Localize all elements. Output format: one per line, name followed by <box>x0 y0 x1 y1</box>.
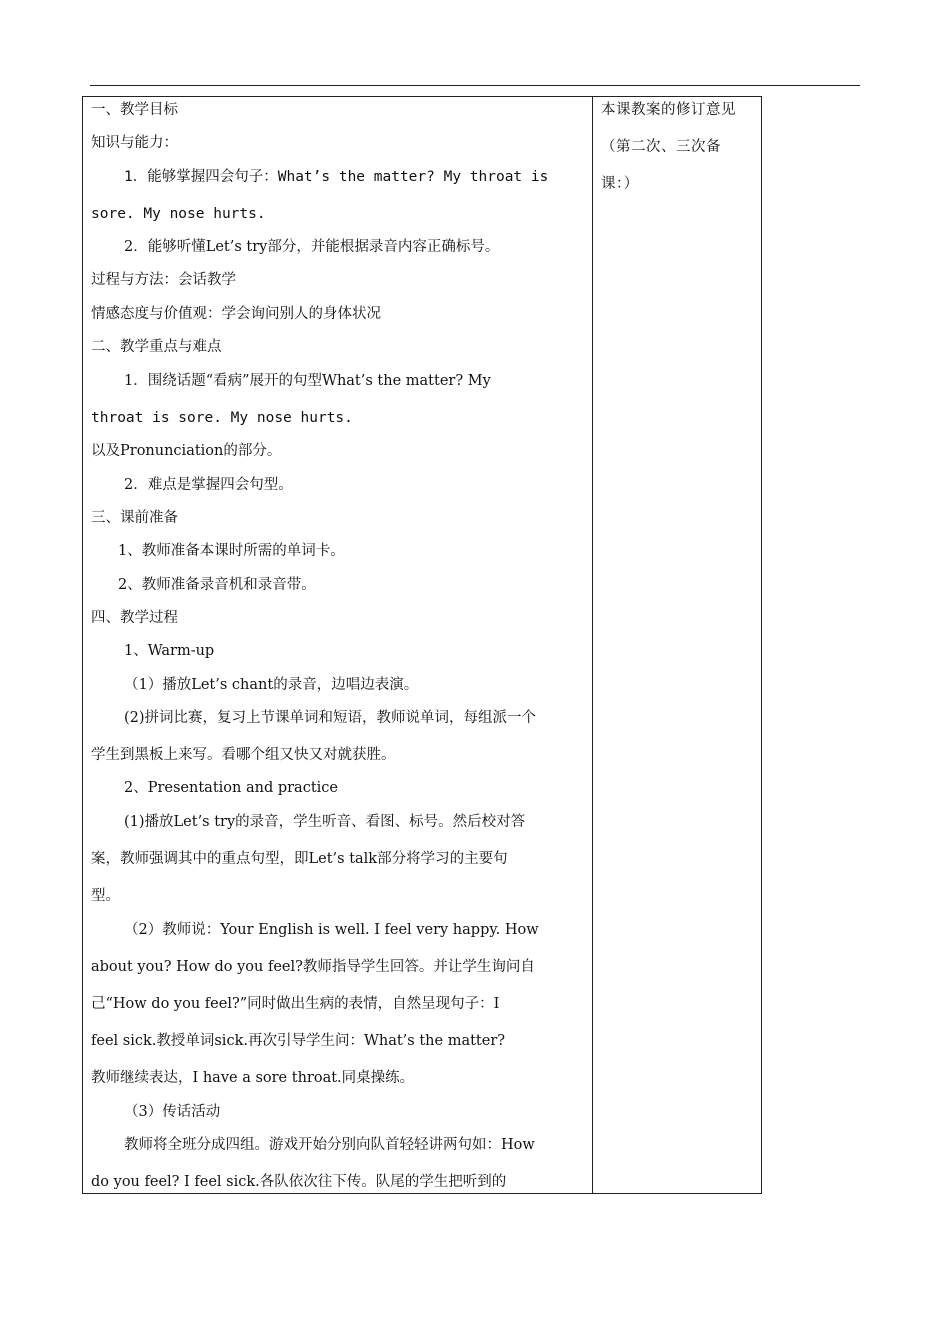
revision-notes-line: （第二次、三次备 <box>601 139 721 155</box>
text-line: 己“How do you feel?”同时做出生病的表情，自然呈现句子：I <box>91 996 500 1012</box>
text-line: 型。 <box>91 888 120 904</box>
text-line: throat is sore. My nose hurts. <box>91 410 353 426</box>
section-heading-objectives: 一、教学目标 <box>91 102 178 118</box>
text-line: 案，教师强调其中的重点句型，即Let’s talk部分将学习的主要句 <box>91 851 508 867</box>
text-line: (2)拼词比赛，复习上节课单词和短语，教师说单词，每组派一个 <box>124 710 537 726</box>
text-line: 1．能够掌握四会句子：What’s the matter? My throat is <box>124 169 549 185</box>
text-line: 1．围绕话题“看病”展开的句型What’s the matter? My <box>124 373 491 389</box>
text-line: 1、Warm-up <box>124 643 215 659</box>
revision-notes-line: 课：） <box>601 176 639 192</box>
section-heading-key-points: 二、教学重点与难点 <box>91 339 222 355</box>
section-heading-process: 四、教学过程 <box>91 610 178 626</box>
text-line: (1)播放Let’s try的录音，学生听音、看图、标号。然后校对答 <box>124 814 526 830</box>
text-line: 2、Presentation and practice <box>124 780 338 796</box>
text-line: 学生到黑板上来写。看哪个组又快又对就获胜。 <box>91 747 396 763</box>
subheading-knowledge: 知识与能力： <box>91 135 178 151</box>
text-line: （1）播放Let’s chant的录音，边唱边表演。 <box>124 677 419 693</box>
text-line: 2、教师准备录音机和录音带。 <box>118 577 316 593</box>
text-line: 情感态度与价值观：学会询问别人的身体状况 <box>91 306 381 322</box>
text-line: 教师将全班分成四组。游戏开始分别向队首轻轻讲两句如：How <box>124 1137 535 1153</box>
text-line: feel sick.教授单词sick.再次引导学生问：What’s the matter? <box>91 1033 506 1049</box>
text-line: （3）传话活动 <box>124 1104 221 1120</box>
text-line: 过程与方法：会话教学 <box>91 272 236 288</box>
text-line: 以及Pronunciation的部分。 <box>91 443 282 459</box>
text-line: sore. My nose hurts. <box>91 206 266 222</box>
column-divider <box>592 96 593 1194</box>
text-line: 2．能够听懂Let’s try部分，并能根据录音内容正确标号。 <box>124 239 500 255</box>
text-line: 1、教师准备本课时所需的单词卡。 <box>118 543 345 559</box>
text-line: 2．难点是掌握四会句型。 <box>124 477 293 493</box>
header-rule <box>90 85 860 86</box>
text-line: do you feel? I feel sick.各队依次往下传。队尾的学生把听到的 <box>91 1174 507 1190</box>
section-heading-preparation: 三、课前准备 <box>91 510 178 526</box>
revision-notes-heading: 本课教案的修订意见 <box>601 102 736 118</box>
text-line: about you? How do you feel?教师指导学生回答。并让学生询问自 <box>91 959 535 975</box>
text-line: （2）教师说：Your English is well. I feel very happy. How <box>124 922 539 938</box>
text-line: 教师继续表达，I have a sore throat.同桌操练。 <box>91 1070 415 1086</box>
